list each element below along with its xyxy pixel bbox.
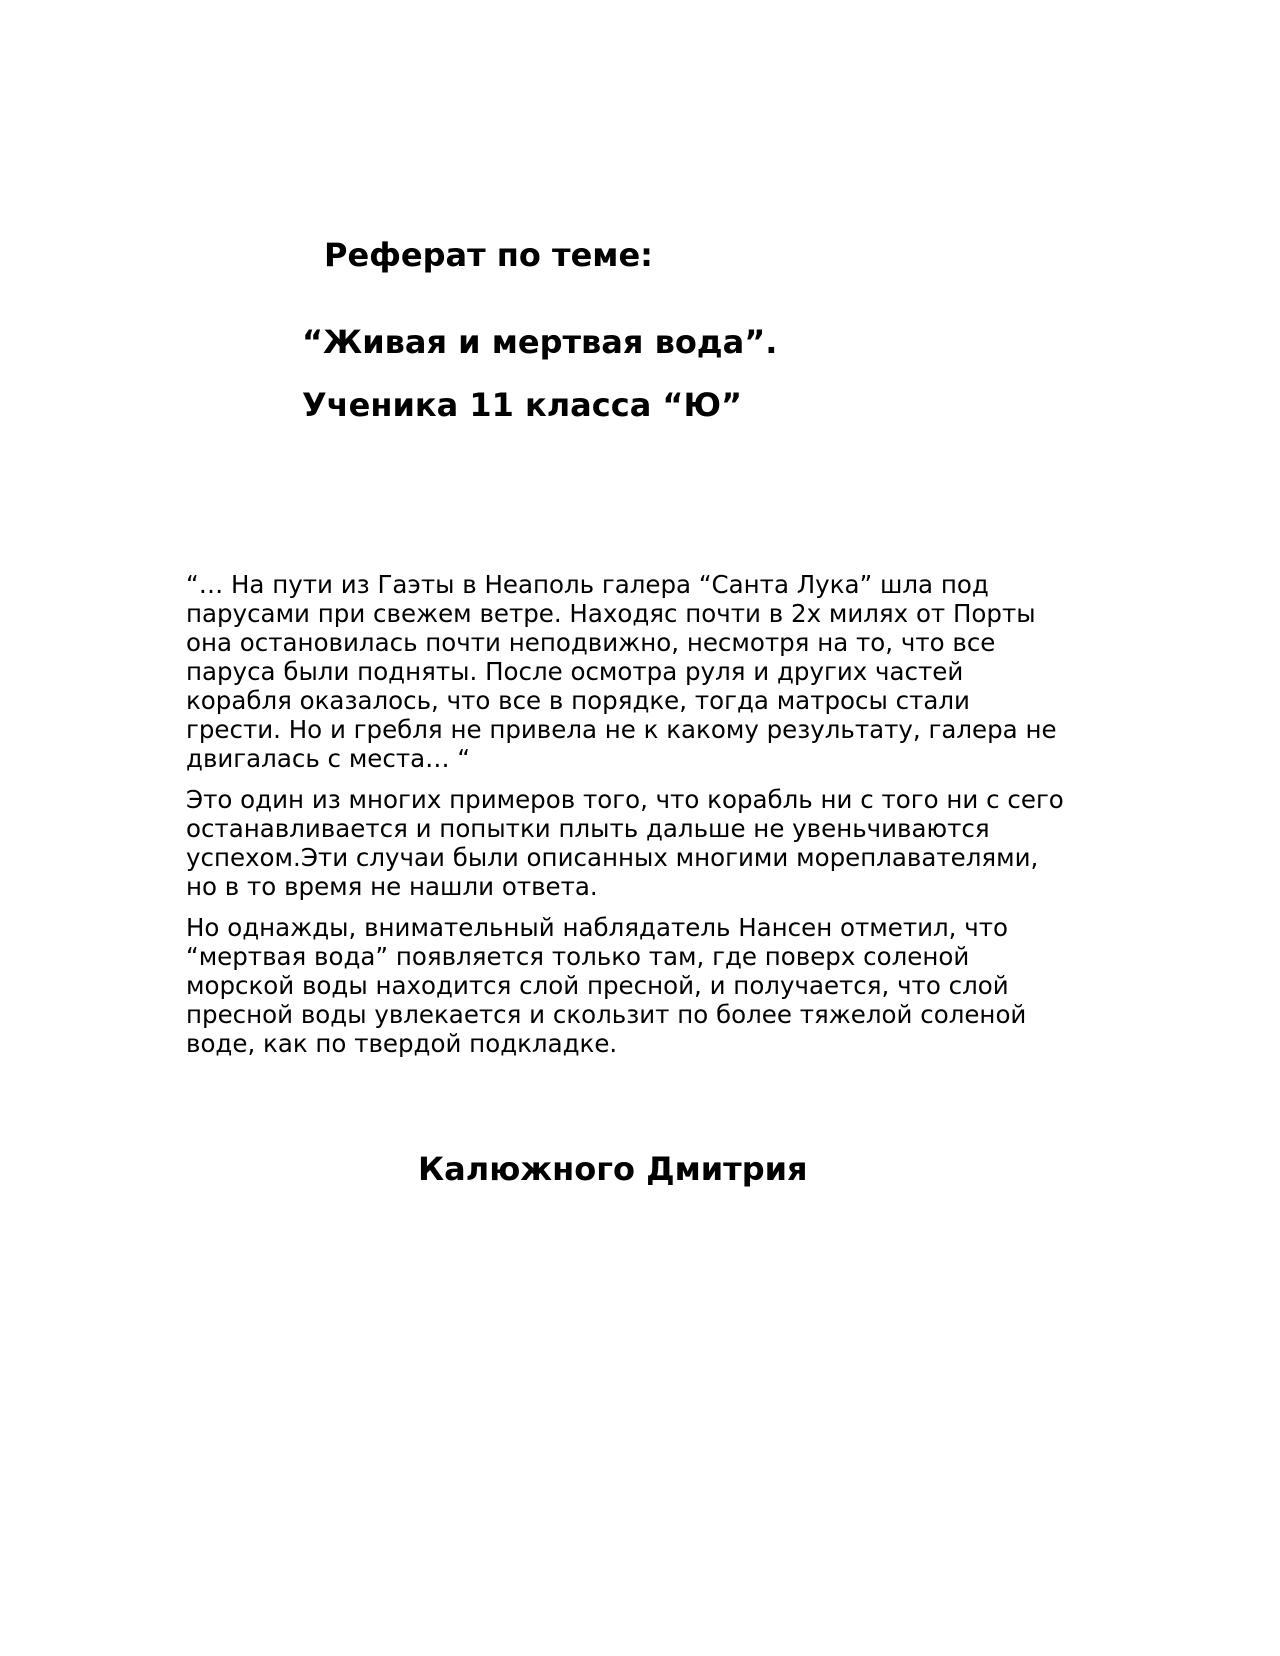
body-text (186, 570, 1086, 1070)
author-name: Калюжного Дмитрия (418, 1150, 808, 1188)
paragraph-nansen: Но однажды, внимательный наблядатель Нансен отметил, что “мертвая вода” появляется только там, где поверх соленой морской воды находится слой пресной, и получается, что слой пресной воды увлекается и скользит по более тяжелой соленой воде, как по твердой подкладке. (186, 913, 1027, 1058)
document-title: Реферат по теме: (324, 236, 653, 274)
document-topic: “Живая и мертвая вода”. (302, 323, 778, 361)
paragraph-quote: “… На пути из Гаэты в Неаполь галера “Санта Лука” шла под парусами при свежем ветре. Находяс почти в 2х милях от Порты она остановилась почти неподвижно, несмотря на то, что все паруса были подняты. После осмотра руля и других частей корабля оказалось, что все в порядке, тогда матросы стали грести. Но и гребля не привела не к какому результату, галера не двигалась с места… “ (186, 570, 1057, 773)
paragraph-examples: Это один из многих примеров того, что корабль ни с того ни с сего останавливается и попытки плыть дальше не увеньчиваются успехом.Эти случаи были описанных многими мореплавателями, но в то время не нашли ответа. (186, 785, 1064, 901)
student-class-line: Ученика 11 класса “Ю” (302, 386, 743, 424)
